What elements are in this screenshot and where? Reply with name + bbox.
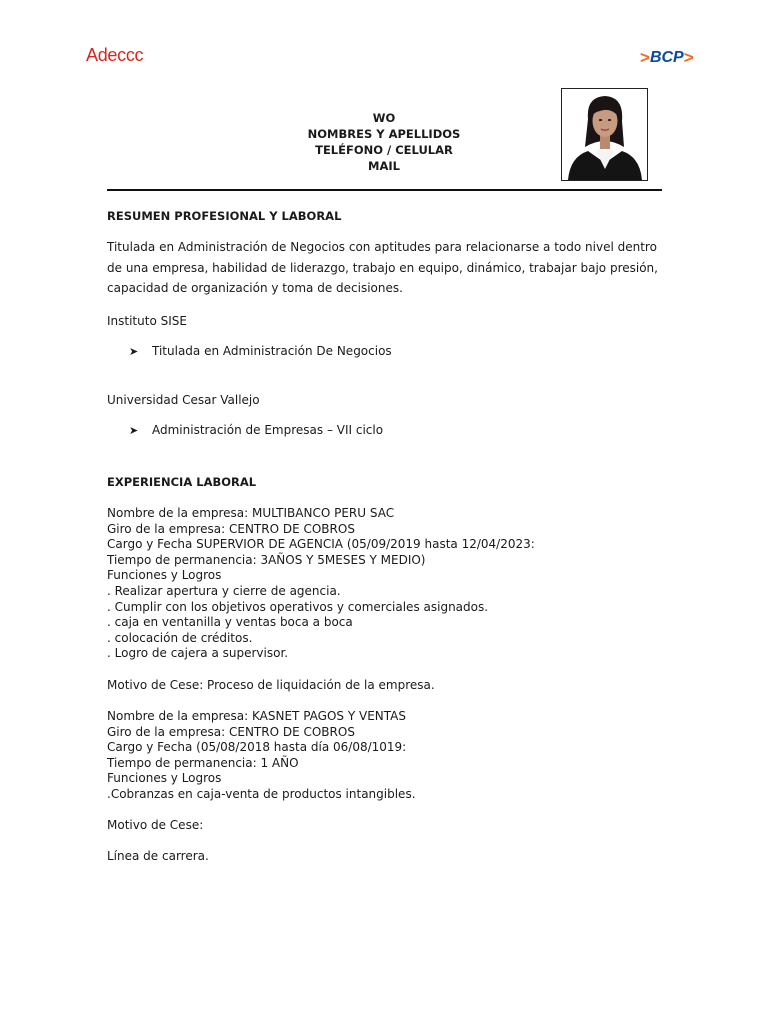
identity-block (244, 110, 524, 174)
education-detail-1: Titulada en Administración De Negocios (152, 344, 392, 358)
education-detail-2: Administración de Empresas – VII ciclo (152, 423, 384, 437)
education-institution-2: Universidad Cesar Vallejo (107, 393, 260, 407)
education-item-2 (129, 423, 383, 437)
identity-phone: TELÉFONO / CELULAR (315, 143, 453, 157)
job-1-functions-label: Funciones y Logros (107, 568, 222, 583)
job-2-company: Nombre de la empresa: KASNET PAGOS Y VENTAS (107, 709, 406, 723)
job-2-tenure: Tiempo de permanencia: 1 AÑO (107, 755, 299, 770)
arrow-bullet-icon: ➤ (129, 344, 139, 358)
chevron-right-icon: > (683, 48, 694, 67)
adecco-logo: Adeccc (86, 45, 144, 65)
experience-heading: EXPERIENCIA LABORAL (107, 475, 257, 489)
job-1-function: . caja en ventanilla y ventas boca a boca (107, 615, 353, 630)
job-1-sector: Giro de la empresa: CENTRO DE COBROS (107, 521, 355, 536)
summary-paragraph: Titulada en Administración de Negocios con aptitudes para relacionarse a todo nivel dentro de una empresa, habilidad de liderazgo, trabajo en equipo, dinámico, trabajar bajo presión, capacidad de organización y toma de decisiones. (107, 240, 658, 295)
bcp-logo (640, 48, 694, 68)
identity-line: WO (372, 111, 396, 125)
job-2-function: .Cobranzas en caja-venta de productos intangibles. (107, 786, 416, 801)
bcp-logo-text: BCP (649, 49, 684, 66)
chevron-right-icon: > (640, 48, 650, 67)
job-1-function: . Logro de cajera a supervisor. (107, 646, 289, 661)
job-1 (107, 506, 535, 662)
header-divider (107, 189, 662, 191)
job-1-position: Cargo y Fecha SUPERVIOR DE AGENCIA (05/09/2019 hasta 12/04/2023: (107, 537, 535, 552)
job-1-function: . Realizar apertura y cierre de agencia. (107, 583, 341, 598)
job-2-position: Cargo y Fecha (05/08/2018 hasta día 06/08/1019: (107, 740, 407, 755)
identity-mail: MAIL (368, 159, 400, 173)
identity-name: NOMBRES Y APELLIDOS (307, 127, 461, 141)
job-2-exit-reason: Motivo de Cese: (107, 818, 204, 832)
job-2-sector: Giro de la empresa: CENTRO DE COBROS (107, 724, 355, 739)
job-1-exit-reason: Motivo de Cese: Proceso de liquidación de la empresa. (107, 678, 435, 692)
job-1-function: . colocación de créditos. (107, 630, 253, 645)
education-institution-1: Instituto SISE (107, 314, 187, 328)
education-item-1 (129, 344, 392, 358)
arrow-bullet-icon: ➤ (129, 423, 139, 437)
career-line: Línea de carrera. (107, 849, 209, 863)
job-2-functions-label: Funciones y Logros (107, 771, 222, 786)
profile-photo (561, 88, 648, 181)
job-1-tenure: Tiempo de permanencia: 3AÑOS Y 5MESES Y MEDIO) (107, 552, 426, 567)
summary-heading: RESUMEN PROFESIONAL Y LABORAL (107, 209, 342, 223)
job-2 (107, 709, 416, 803)
job-1-function: . Cumplir con los objetivos operativos y comerciales asignados. (107, 599, 489, 614)
job-1-company: Nombre de la empresa: MULTIBANCO PERU SAC (107, 506, 395, 520)
